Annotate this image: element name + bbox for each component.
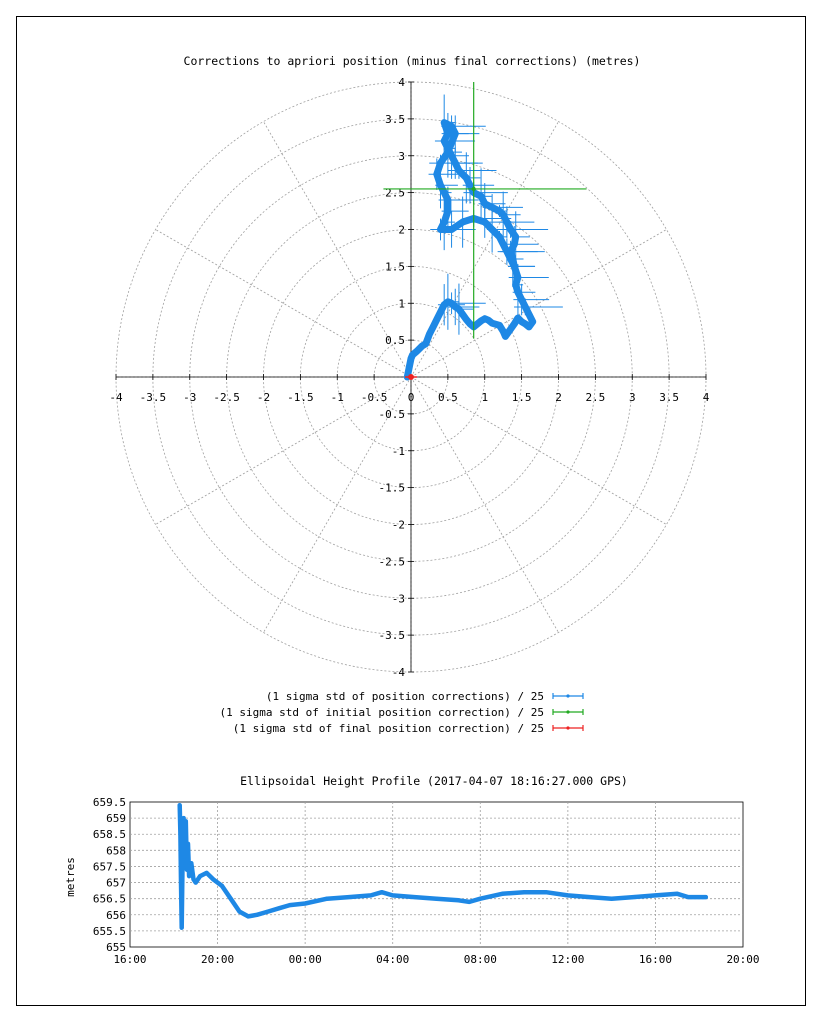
polar-y-tick-label: 2 xyxy=(398,223,405,237)
height-x-tick-label: 20:00 xyxy=(201,953,235,966)
correction-point xyxy=(456,306,462,312)
correction-point xyxy=(502,333,508,339)
height-point xyxy=(686,895,690,899)
correction-point xyxy=(482,219,488,225)
polar-x-tick-label: 3.5 xyxy=(659,391,680,404)
polar-x-tick-label: -0.5 xyxy=(360,391,388,404)
height-point xyxy=(198,874,202,878)
polar-y-tick-label: 3 xyxy=(398,149,405,163)
correction-point xyxy=(414,348,420,354)
height-x-tick-label: 00:00 xyxy=(288,953,322,966)
height-x-tick-label: 12:00 xyxy=(551,953,585,966)
height-point xyxy=(237,910,241,914)
correction-point xyxy=(489,320,495,326)
height-point xyxy=(229,897,233,901)
height-point xyxy=(189,861,193,865)
height-point xyxy=(347,895,351,899)
correction-point xyxy=(430,324,436,330)
correction-point xyxy=(445,197,451,203)
height-y-tick-label: 657 xyxy=(106,876,126,890)
polar-spoke xyxy=(411,377,559,632)
final-point xyxy=(408,374,414,380)
height-point xyxy=(467,900,471,904)
height-point xyxy=(303,902,307,906)
correction-point xyxy=(449,123,455,129)
correction-point xyxy=(489,204,495,210)
correction-point xyxy=(434,316,440,322)
correction-point xyxy=(449,227,455,233)
height-chart-title: Ellipsoidal Height Profile (2017-04-07 18:16:27.000 GPS) xyxy=(240,774,628,788)
height-point xyxy=(610,897,614,901)
height-point xyxy=(500,892,504,896)
polar-x-tick-label: -1.5 xyxy=(287,391,314,404)
polar-y-tick-label: 1 xyxy=(398,297,405,311)
polar-x-tick-label: 2.5 xyxy=(585,391,606,404)
polar-x-tick-label: 2 xyxy=(555,391,562,404)
height-y-tick-label: 658.5 xyxy=(92,828,126,842)
correction-point xyxy=(526,311,532,317)
correction-point xyxy=(441,190,447,196)
legend-entry-position-corrections: (1 sigma std of position corrections) / 25 xyxy=(265,690,544,703)
correction-point xyxy=(445,208,451,214)
height-point xyxy=(211,877,215,881)
height-point xyxy=(380,890,384,894)
correction-point xyxy=(441,138,447,144)
height-point xyxy=(178,832,182,836)
height-y-tick-label: 658 xyxy=(106,844,126,858)
polar-y-tick-label: 3.5 xyxy=(385,112,405,126)
polar-y-tick-label: -0.5 xyxy=(378,407,405,421)
height-y-tick-label: 657.5 xyxy=(92,860,126,874)
height-point xyxy=(588,895,592,899)
height-y-tick-label: 659 xyxy=(106,812,126,826)
height-point xyxy=(288,903,292,907)
correction-point xyxy=(434,171,440,177)
legend-swatches xyxy=(553,693,583,731)
height-y-tick-label: 655 xyxy=(106,941,126,954)
height-chart-ylabel: metres xyxy=(64,857,77,897)
correction-point xyxy=(460,219,466,225)
legend-swatch-dot xyxy=(566,710,569,713)
correction-point xyxy=(513,282,519,288)
correction-point xyxy=(497,234,503,240)
polar-x-tick-label: 3 xyxy=(628,391,636,404)
correction-point xyxy=(526,324,532,330)
correction-point xyxy=(522,304,528,310)
correction-point xyxy=(489,227,495,233)
height-point xyxy=(180,926,184,930)
correction-point xyxy=(497,208,503,214)
height-point xyxy=(632,895,636,899)
height-point xyxy=(178,803,182,807)
height-point xyxy=(205,871,209,875)
correction-point xyxy=(482,201,488,207)
height-point xyxy=(413,895,417,899)
correction-point xyxy=(445,131,451,137)
correction-point xyxy=(504,219,510,225)
correction-point xyxy=(511,321,517,327)
legend xyxy=(219,690,583,735)
polar-x-tick-label: -3.5 xyxy=(139,391,167,404)
correction-point xyxy=(424,337,430,343)
polar-y-tick-label: 0.5 xyxy=(385,334,405,348)
height-x-tick-label: 08:00 xyxy=(463,953,497,966)
height-point xyxy=(186,842,190,846)
height-point xyxy=(391,893,395,897)
height-y-tick-label: 656.5 xyxy=(92,892,126,906)
polar-y-tick-label: -4 xyxy=(391,666,405,679)
height-x-tick-label: 04:00 xyxy=(376,953,410,966)
polar-y-tick-label: 1.5 xyxy=(385,260,405,274)
correction-point xyxy=(519,297,525,303)
correction-point xyxy=(513,234,519,240)
height-plot-border xyxy=(130,802,743,947)
correction-point xyxy=(452,131,458,137)
correction-point xyxy=(438,309,444,315)
polar-x-tick-label: 0.5 xyxy=(437,391,458,404)
polar-chart-title: Corrections to apriori position (minus final corrections) (metres) xyxy=(183,54,641,68)
height-x-tick-label: 16:00 xyxy=(113,953,147,966)
height-point xyxy=(456,898,460,902)
correction-point xyxy=(515,274,521,280)
correction-point xyxy=(438,160,444,166)
height-point xyxy=(522,890,526,894)
height-point xyxy=(255,913,259,917)
correction-point xyxy=(510,256,516,262)
height-point xyxy=(181,864,185,868)
height-y-tick-label: 655.5 xyxy=(92,924,126,938)
legend-entry-initial-correction: (1 sigma std of initial position correction) / 25 xyxy=(219,706,544,719)
height-point xyxy=(220,884,224,888)
height-point xyxy=(653,893,657,897)
initial-point xyxy=(472,187,476,191)
height-point xyxy=(185,868,189,872)
height-point xyxy=(179,881,183,885)
correction-point xyxy=(497,322,503,328)
correction-point xyxy=(467,182,473,188)
polar-x-tick-label: -1 xyxy=(330,391,344,404)
correction-point xyxy=(515,289,521,295)
polar-y-tick-label: -3 xyxy=(391,592,405,606)
height-point xyxy=(184,819,188,823)
polar-x-tick-label: -2.5 xyxy=(213,391,240,404)
correction-point xyxy=(452,160,458,166)
polar-y-tick-label: -1 xyxy=(391,444,405,458)
height-point xyxy=(369,893,373,897)
height-point xyxy=(478,897,482,901)
correction-point xyxy=(504,249,510,255)
height-point xyxy=(277,906,281,910)
height-point xyxy=(435,897,439,901)
polar-y-tick-label: -1.5 xyxy=(378,481,405,495)
correction-point xyxy=(478,193,484,199)
polar-y-tick-label: 2.5 xyxy=(385,186,405,200)
height-x-tick-label: 16:00 xyxy=(638,953,672,966)
polar-x-tick-label: -4 xyxy=(109,391,123,404)
height-point xyxy=(675,892,679,896)
height-point xyxy=(566,893,570,897)
correction-point xyxy=(511,241,517,247)
correction-point xyxy=(463,175,469,181)
height-point xyxy=(187,874,191,878)
correction-point xyxy=(500,328,506,334)
correction-point xyxy=(438,227,444,233)
legend-swatch-dot xyxy=(566,726,569,729)
legend-entry-final-correction: (1 sigma std of final position correction) / 25 xyxy=(232,722,544,735)
correction-point xyxy=(511,263,517,269)
correction-point xyxy=(438,182,444,188)
height-point xyxy=(183,855,187,859)
correction-point xyxy=(426,331,432,337)
height-point xyxy=(266,910,270,914)
polar-y-tick-label: 4 xyxy=(398,76,405,89)
polar-y-tick-label: -3.5 xyxy=(378,629,405,643)
height-point xyxy=(544,890,548,894)
correction-point xyxy=(441,219,447,225)
correction-point xyxy=(530,319,536,325)
polar-y-tick-label: -2.5 xyxy=(378,555,405,569)
height-point xyxy=(194,881,198,885)
polar-x-tick-label: 1 xyxy=(481,391,489,404)
correction-point xyxy=(445,149,451,155)
correction-point xyxy=(508,227,514,233)
correction-point xyxy=(441,120,447,126)
height-point xyxy=(246,914,250,918)
correction-point xyxy=(508,326,514,332)
polar-x-tick-label: 1.5 xyxy=(511,391,532,404)
height-y-tick-label: 659.5 xyxy=(92,796,126,809)
height-y-tick-label: 656 xyxy=(106,908,126,922)
height-x-tick-label: 20:00 xyxy=(726,953,760,966)
height-point xyxy=(704,895,708,899)
polar-x-tick-label: -2 xyxy=(256,391,271,404)
correction-point xyxy=(407,363,413,369)
polar-data-series xyxy=(383,82,586,380)
polar-x-tick-label: 4 xyxy=(702,391,710,404)
correction-point xyxy=(460,311,466,317)
polar-x-tick-label: 0 xyxy=(407,391,415,404)
correction-point xyxy=(456,168,462,174)
height-point xyxy=(325,897,329,901)
height-grid xyxy=(130,802,743,947)
legend-swatch-dot xyxy=(566,694,569,697)
polar-y-tick-label: -2 xyxy=(391,518,405,532)
polar-x-tick-label: -3 xyxy=(183,391,197,404)
